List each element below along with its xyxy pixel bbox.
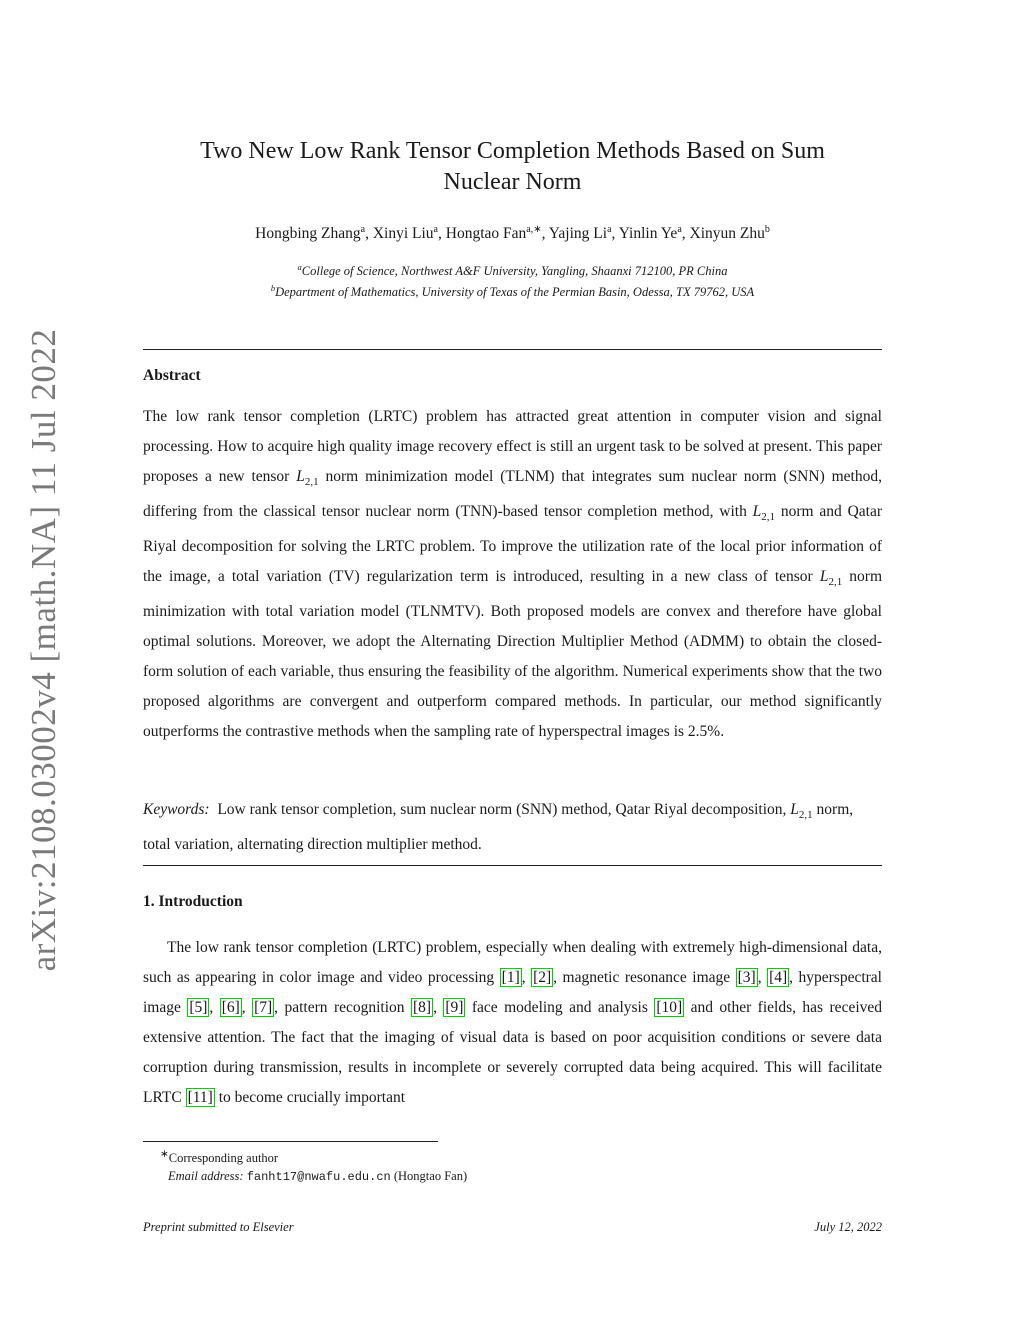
affiliation-a: $^a$College of Science, Northwest A&F University, Yangling, Shaanxi 712100, PR China [297,262,728,279]
author-affil-sup: a [433,224,438,235]
author: Xinyun Zhu [689,225,765,243]
author-affil-sup: a [360,224,366,235]
author: Yajing Li [548,225,608,243]
footer-preprint: Preprint submitted to Elsevier [143,1220,294,1234]
abstract-heading: Abstract [143,367,201,384]
title-line-1: Two New Low Rank Tensor Completion Methods Based on Sum [200,138,825,164]
corresponding-author-note: Corresponding author [168,1151,279,1166]
keywords: Keywords: Low rank tensor completion, sum nuclear norm (SNN) method, Qatar Riyal decomposition, $L_{2,1}$ norm, total variation, alternating direction multiplier method. [143,801,854,854]
title-line-2: Nuclear Norm [443,169,582,195]
citation-link[interactable]: [3] [737,969,756,986]
author: Xinyi Liu [372,225,434,243]
author-affil-sup: a,∗ [526,224,542,235]
keywords-label: Keywords: [143,801,210,818]
email-link[interactable]: fanht17@nwafu.edu.cn [246,1170,391,1185]
citation-link[interactable]: [11] [187,1089,213,1106]
footnote [160,1146,467,1186]
affiliation-b: $^b$Department of Mathematics, University of Texas of the Permian Basin, Odessa, TX 79762, USA [270,283,755,300]
citation-link[interactable]: [10] [656,999,683,1016]
paper-title [143,136,882,198]
email-label: Email address: [168,1169,244,1184]
introduction-body: The low rank tensor completion (LRTC) problem, especially when dealing with extremely high-dimensional data, such as appearing in color image and video processing [1] , [2] , magnetic resonance image [3] , [4] , hyperspectral image [5] , [6] , [7] , pattern recognition [8] , [9] face modeling and analysis [10] and other fields, has received extensive attention. The fact that the imaging of visual data is based on poor acquisition conditions or severe data corruption during transmission, results in incomplete or severely corrupted data being acquired. This will facilitate LRTC [11] to become crucially important [143,939,883,1106]
author: Hongtao Fan [445,225,527,243]
author-affil-sup: b [764,224,770,235]
citation-link[interactable]: [2] [533,969,552,986]
citation-link[interactable]: [8] [412,999,432,1016]
arxiv-identifier: arXiv:2108.03002v4 [math.NA] 11 Jul 2022 [24,328,63,972]
citation-link[interactable]: [4] [769,969,788,986]
author: Hongbing Zhang [255,225,361,243]
footer-date: July 12, 2022 [814,1220,882,1234]
footnote-rule [143,1141,438,1142]
citation-link[interactable]: [5] [189,999,208,1016]
citation-link[interactable]: [9] [445,999,464,1016]
affiliations [143,259,882,301]
math-l21: $L_{2,1}$ [819,568,843,589]
citation-link[interactable]: [6] [221,999,240,1016]
citation-link[interactable]: [7] [254,999,273,1016]
math-l21: $L_{2,1}$ [752,503,776,524]
abstract-bottom-rule [143,865,882,866]
math-l21: $L_{2,1}$ [790,801,813,822]
author-list: Hongbing Zhang$^a$, Xinyi Liu$^a$, Hongtao Fan$^{a,∗}$, Yajing Li$^a$, Yinlin Ye$^a$, Xinyun Zhu$^b$ [255,224,770,243]
abstract-top-rule [143,349,882,350]
email-owner: (Hongtao Fan) [393,1169,468,1184]
footnote-marker: ∗ [160,1149,169,1160]
author-affil-sup: a [677,224,682,235]
math-l21: $L_{2,1}$ [296,468,319,489]
section-heading-introduction: 1. Introduction [143,893,243,910]
abstract-body: The low rank tensor completion (LRTC) problem has attracted great attention in computer vision and signal processing. How to acquire high quality image recovery effect is still an urgent task to be solved at present. This paper proposes a new tensor $L_{2,1}$ norm minimization model (TLNM) that integrates sum nuclear norm (SNN) method, differing from the classical tensor nuclear norm (TNN)-based tensor completion method, with $L_{2,1}$ norm and Qatar Riyal decomposition for solving the LRTC problem. To improve the utilization rate of the local prior information of the image, a total variation (TV) regularization term is introduced, resulting in a new class of tensor $L_{2,1}$ norm minimization with total variation model (TLNMTV). Both proposed models are convex and therefore have global optimal solutions. Moreover, we adopt the Alternating Direction Multiplier Method (ADMM) to obtain the closed-form solution of each variable, thus ensuring the feasibility of the algorithm. Numerical experiments show that the two proposed algorithms are convergent and outperform compared methods. In particular, our method significantly outperforms the contrastive methods when the sampling rate of hyperspectral images is 2.5%. [143,408,883,741]
author-affil-sup: a [607,224,612,235]
citation-link[interactable]: [1] [501,969,520,986]
author: Yinlin Ye [618,225,678,243]
